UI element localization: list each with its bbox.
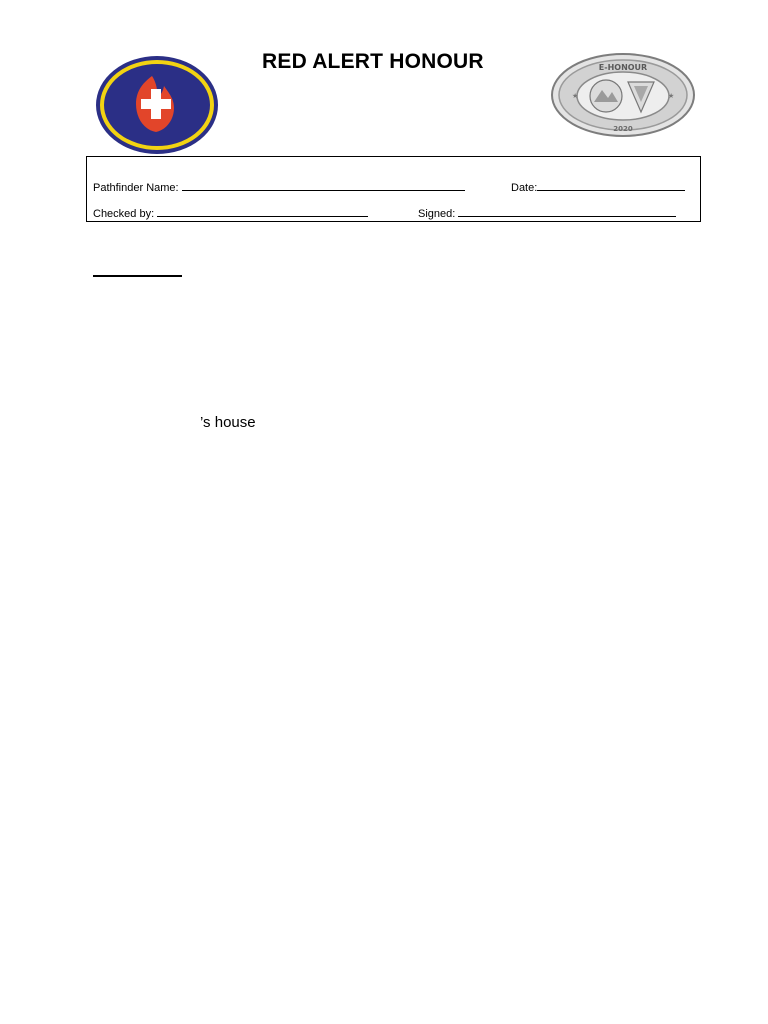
section-heading-rule (93, 275, 182, 277)
signed-label: Signed: (418, 208, 456, 220)
body-text-fragment: ’s house (200, 414, 256, 431)
svg-text:★: ★ (572, 92, 579, 100)
page-title: RED ALERT HONOUR (262, 50, 484, 73)
signed-line[interactable] (458, 207, 676, 217)
pathfinder-name-field[interactable] (93, 181, 465, 194)
pathfinder-info-box (86, 156, 701, 222)
date-field[interactable] (511, 181, 685, 194)
red-alert-honour-patch-icon (94, 54, 220, 156)
checked-by-label: Checked by: (93, 208, 155, 220)
pathfinder-name-line[interactable] (182, 181, 465, 191)
checked-by-field[interactable] (93, 207, 368, 220)
svg-text:★: ★ (668, 92, 675, 100)
date-line[interactable] (537, 181, 685, 191)
seal-top-text: E-HONOUR (598, 63, 648, 72)
signed-field[interactable] (418, 207, 676, 220)
checked-by-line[interactable] (157, 207, 368, 217)
e-honour-seal-icon (550, 52, 696, 138)
pathfinder-name-label: Pathfinder Name: (93, 182, 179, 194)
seal-year-text: 2020 (613, 125, 633, 133)
date-label: Date: (511, 182, 538, 194)
